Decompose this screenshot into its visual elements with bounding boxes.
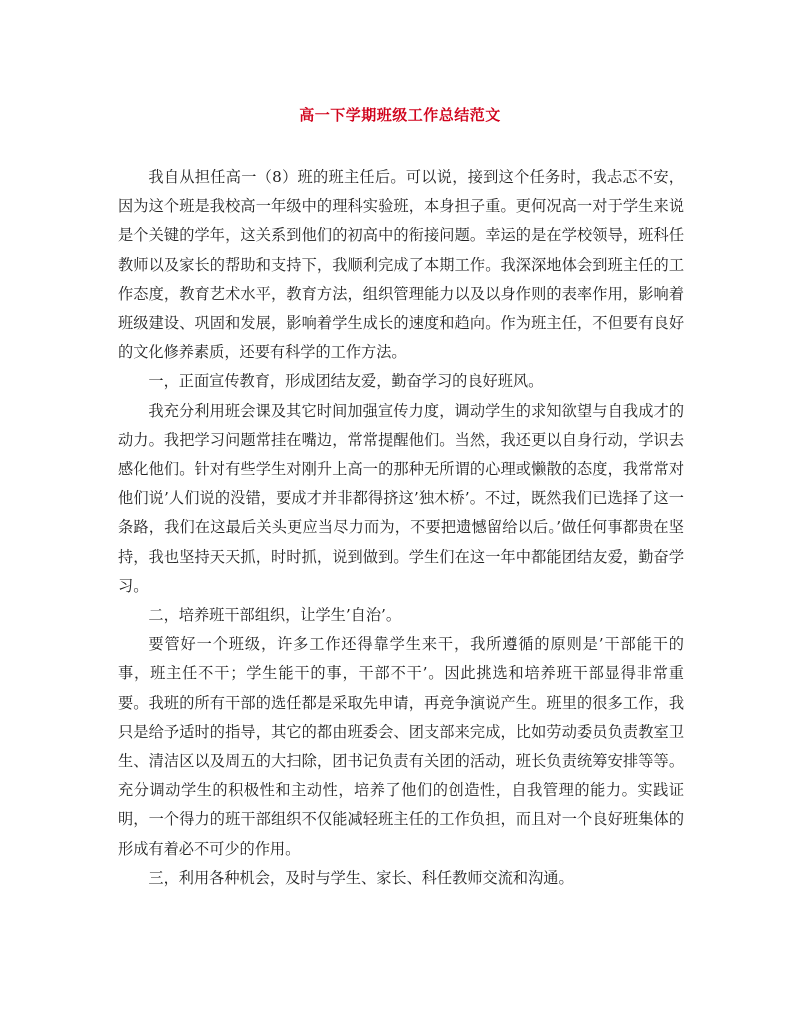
document-title: 高一下学期班级工作总结范文 bbox=[299, 106, 501, 124]
document-body bbox=[118, 163, 684, 893]
paragraph-section-1: 我充分利用班会课及其它时间加强宣传力度，调动学生的求知欲望与自我成才的动力。我把学习问题常挂在嘴边，常常提醒他们。当然，我还更以自身行动，学识去感化他们。针对有些学生对刚升上高一的那种无所谓的心理或懒散的态度，我常常对他们说’人们说的没错，要成才并非都得挤这’独木桥’。不过，既然我们已选择了这一条路，我们在这最后关头更应当尽力而为，不要把遗憾留给以后。’做任何事都贵在坚持，我也坚持天天抓，时时抓，说到做到。学生们在这一年中都能团结友爱，勤奋学习。 bbox=[118, 401, 684, 595]
section-heading-3: 三，利用各种机会，及时与学生、家长、科任教师交流和沟通。 bbox=[148, 868, 574, 887]
section-heading-2: 二，培养班干部组织，让学生’自治’。 bbox=[148, 606, 402, 625]
paragraph-section-2: 要管好一个班级，许多工作还得靠学生来干，我所遵循的原则是’干部能干的事，班主任不干；学生能干的事，干部不干’。因此挑选和培养班干部显得非常重要。我班的所有干部的选任都是采取先申请，再竞争演说产生。班里的很多工作，我只是给予适时的指导，其它的都由班委会、团支部来完成，比如劳动委员负责教室卫生、清洁区以及周五的大扫除，团书记负责有关团的活动，班长负责统筹安排等等。充分调动学生的积极性和主动性，培养了他们的创造性，自我管理的能力。实践证明，一个得力的班干部组织不仅能减轻班主任的工作负担，而且对一个良好班集体的形成有着必不可少的作用。 bbox=[118, 635, 684, 858]
paragraph-intro: 我自从担任高一（8）班的班主任后。可以说，接到这个任务时，我忐忑不安，因为这个班是我校高一年级中的理科实验班，本身担子重。更何况高一对于学生来说是个关键的学年，这关系到他们的初高中的衔接问题。幸运的是在学校领导，班科任教师以及家长的帮助和支持下，我顺利完成了本期工作。我深深地体会到班主任的工作态度，教育艺术水平，教育方法，组织管理能力以及以身作则的表率作用，影响着班级建设、巩固和发展，影响着学生成长的速度和趋向。作为班主任，不但要有良好的文化修养素质，还要有科学的工作方法。 bbox=[118, 168, 684, 362]
section-heading-1: 一，正面宣传教育，形成团结友爱，勤奋学习的良好班风。 bbox=[148, 372, 544, 391]
